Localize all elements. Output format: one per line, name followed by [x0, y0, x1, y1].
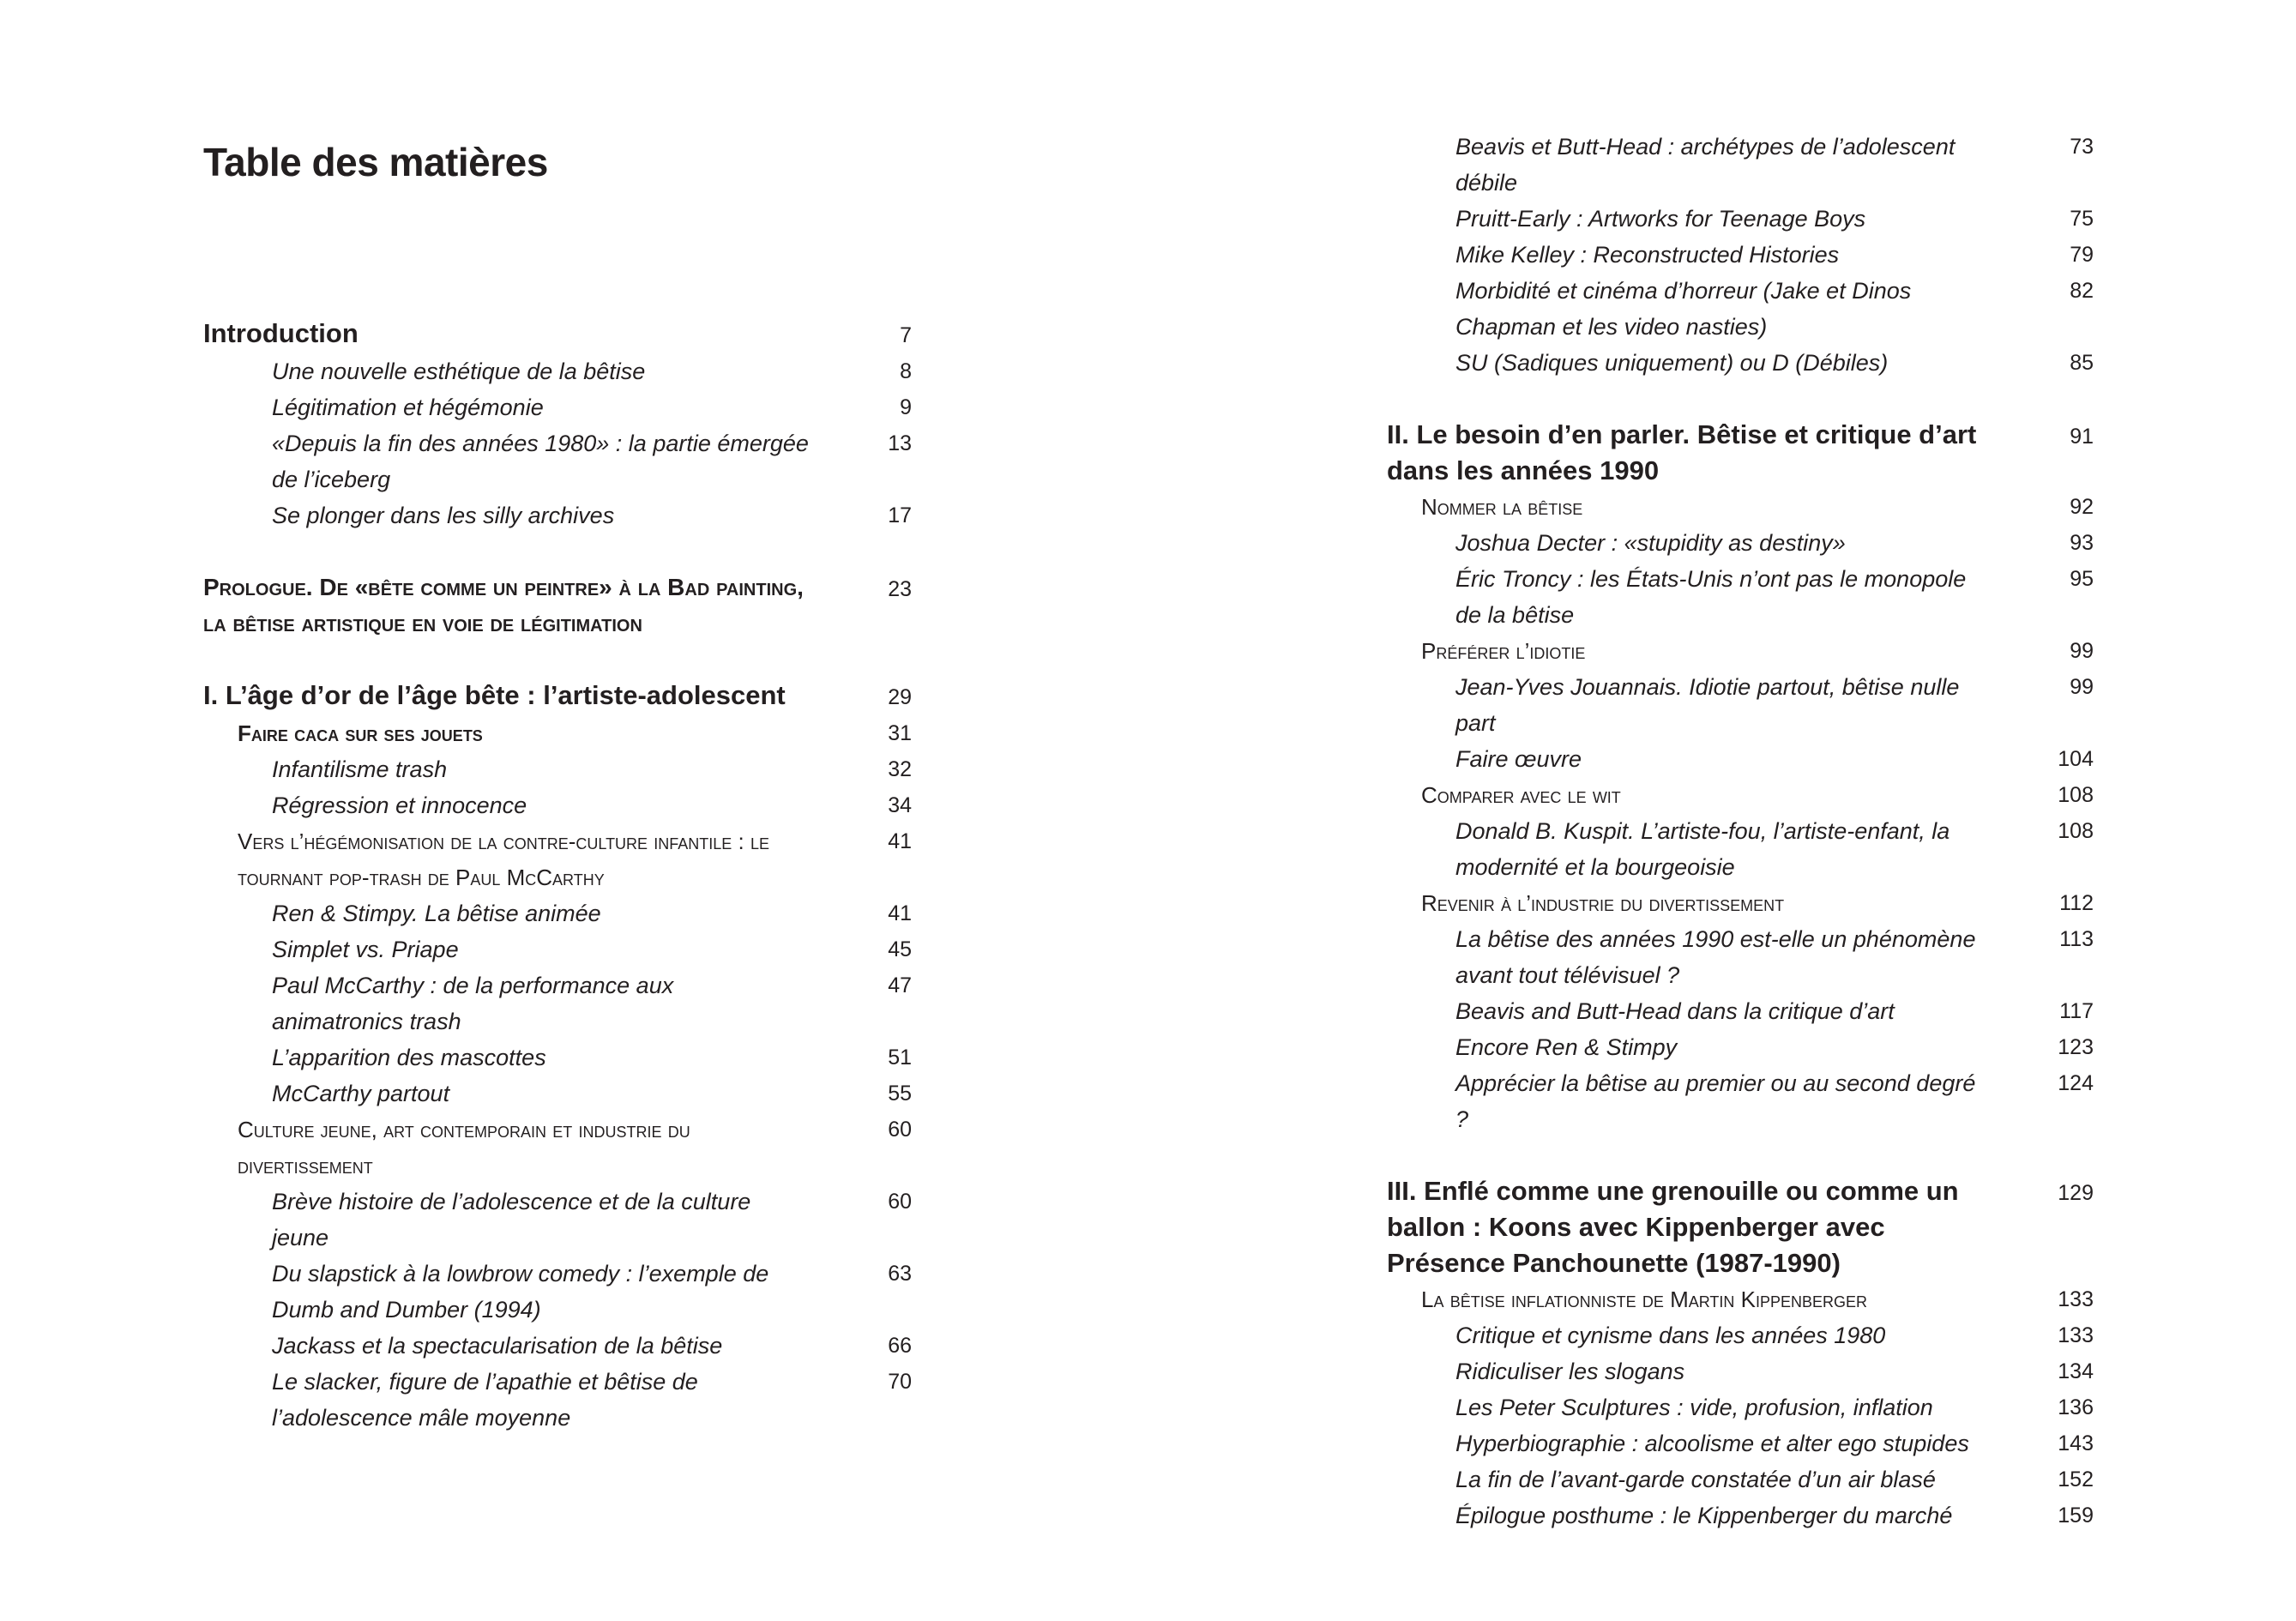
toc-entry-title: Critique et cynisme dans les années 1980	[1455, 1323, 1886, 1348]
toc-page-number: 13	[888, 431, 912, 455]
toc-subsection[interactable]	[203, 353, 912, 389]
toc-entry-title: Apprécier la bêtise au premier ou au second degré ?	[1455, 1070, 1976, 1132]
toc-subsection[interactable]	[203, 1256, 912, 1328]
toc-entry-title: Du slapstick à la lowbrow comedy : l’exemple de Dumb and Dumber (1994)	[272, 1261, 769, 1323]
toc-entry-title: II. Le besoin d’en parler. Bêtise et critique d’art dans les années 1990	[1387, 419, 1977, 485]
toc-subsection[interactable]	[203, 389, 912, 425]
toc-entry-title: Simplet vs. Priape	[272, 937, 459, 962]
toc-entry-title: Se plonger dans les silly archives	[272, 503, 615, 528]
toc-page-number: 93	[2070, 531, 2094, 555]
toc-page-number: 55	[888, 1082, 912, 1106]
toc-page-number: 134	[2058, 1359, 2094, 1383]
toc-entry-title: Préférer l’idiotie	[1421, 638, 1586, 664]
toc-subsection[interactable]	[1387, 273, 2094, 345]
toc-entry-title: La bêtise des années 1990 est-elle un phénomène avant tout télévisuel ?	[1455, 926, 1976, 988]
toc-subsection[interactable]	[1387, 1461, 2094, 1497]
toc-chapter[interactable]	[1387, 1173, 2094, 1281]
toc-entry-title: I. L’âge d’or de l’âge bête : l’artiste-adolescent	[203, 680, 786, 710]
toc-chapter[interactable]	[203, 569, 912, 642]
toc-page-number: 8	[900, 359, 912, 383]
toc-page-number: 23	[888, 577, 912, 601]
toc-page-number: 123	[2058, 1035, 2094, 1059]
toc-entry-title: Paul McCarthy : de la performance aux animatronics trash	[272, 973, 674, 1034]
toc-subsection[interactable]	[203, 1184, 912, 1256]
toc-subsection[interactable]	[203, 1364, 912, 1436]
toc-subsection[interactable]	[203, 1039, 912, 1076]
toc-page-number: 41	[888, 901, 912, 925]
toc-subsection[interactable]	[1387, 813, 2094, 885]
toc-page-number: 79	[2070, 243, 2094, 267]
toc-page-number: 51	[888, 1046, 912, 1070]
toc-subsection[interactable]	[1387, 1389, 2094, 1425]
toc-section[interactable]	[203, 715, 912, 751]
toc-entry-title: Ren & Stimpy. La bêtise animée	[272, 901, 601, 926]
toc-list-right	[1387, 129, 2094, 1534]
toc-page-number: 117	[2059, 999, 2094, 1023]
toc-page-number: 32	[888, 757, 912, 781]
toc-section[interactable]	[203, 1112, 912, 1184]
toc-section[interactable]	[1387, 633, 2094, 669]
toc-page-number: 63	[888, 1262, 912, 1286]
toc-page-number: 17	[888, 503, 912, 527]
toc-subsection[interactable]	[1387, 1353, 2094, 1389]
toc-entry-title: Joshua Decter : «stupidity as destiny»	[1455, 530, 1846, 556]
toc-entry-title: Comparer avec le wit	[1421, 782, 1621, 808]
toc-page-number: 66	[888, 1334, 912, 1358]
toc-page-number: 133	[2058, 1323, 2094, 1347]
toc-entry-title: Beavis et Butt-Head : archétypes de l’adolescent débile	[1455, 134, 1956, 196]
toc-entry-title: Culture jeune, art contemporain et industrie du divertissement	[238, 1117, 690, 1178]
toc-page-number: 95	[2070, 567, 2094, 591]
toc-page-number: 9	[900, 395, 912, 419]
toc-entry-title: Morbidité et cinéma d’horreur (Jake et Dinos Chapman et les video nasties)	[1455, 278, 1912, 340]
toc-chapter[interactable]	[203, 678, 912, 715]
page-title: Table des matières	[203, 140, 548, 184]
toc-page-number: 45	[888, 937, 912, 961]
toc-entry-title: Faire œuvre	[1455, 746, 1582, 772]
toc-page-number: 73	[2070, 135, 2094, 159]
toc-entry-title: «Depuis la fin des années 1980» : la partie émergée de l’iceberg	[272, 431, 809, 492]
toc-entry-title: Pruitt-Early : Artworks for Teenage Boys	[1455, 206, 1866, 232]
toc-entry-title: Éric Troncy : les États-Unis n’ont pas le monopole de la bêtise	[1455, 566, 1967, 628]
toc-page-number: 91	[2070, 425, 2094, 449]
toc-entry-title: Revenir à l’industrie du divertissement	[1421, 890, 1785, 916]
toc-page-number: 34	[888, 793, 912, 817]
toc-entry-title: Vers l’hégémonisation de la contre-culture infantile : le tournant pop-trash de Paul McCarthy	[238, 829, 769, 890]
toc-entry-title: Infantilisme trash	[272, 756, 448, 782]
toc-entry-title: Prologue. De «bête comme un peintre» à la Bad painting, la bêtise artistique en voie de légitimation	[203, 574, 804, 636]
toc-subsection[interactable]	[1387, 129, 2094, 201]
toc-entry-title: McCarthy partout	[272, 1081, 450, 1106]
toc-section[interactable]	[1387, 777, 2094, 813]
toc-entry-title: La fin de l’avant-garde constatée d’un air blasé	[1455, 1467, 1936, 1492]
toc-page-number: 99	[2070, 675, 2094, 699]
toc-entry-title: Nommer la bêtise	[1421, 494, 1583, 520]
toc-subsection[interactable]	[203, 931, 912, 967]
toc-entry-title: Faire caca sur ses jouets	[238, 720, 483, 746]
toc-page-number: 143	[2058, 1431, 2094, 1455]
toc-entry-title: Le slacker, figure de l’apathie et bêtise de l’adolescence mâle moyenne	[272, 1369, 698, 1431]
toc-subsection[interactable]	[1387, 921, 2094, 993]
section-gap	[203, 642, 912, 678]
toc-page-number: 159	[2058, 1503, 2094, 1528]
toc-entry-title: Mike Kelley : Reconstructed Histories	[1455, 242, 1840, 268]
toc-page-number: 70	[888, 1370, 912, 1394]
section-gap	[203, 533, 912, 569]
toc-page-number: 82	[2070, 279, 2094, 303]
toc-subsection[interactable]	[1387, 525, 2094, 561]
toc-subsection[interactable]	[1387, 201, 2094, 237]
toc-page-number: 92	[2070, 495, 2094, 519]
toc-subsection[interactable]	[203, 967, 912, 1039]
toc-subsection[interactable]	[203, 787, 912, 823]
toc-subsection[interactable]	[1387, 345, 2094, 381]
toc-subsection[interactable]	[203, 895, 912, 931]
toc-page-number: 108	[2058, 783, 2094, 807]
toc-subsection[interactable]	[1387, 1065, 2094, 1137]
toc-page-number: 7	[900, 323, 912, 347]
section-gap	[1387, 1137, 2094, 1173]
toc-subsection[interactable]	[203, 425, 912, 497]
toc-subsection[interactable]	[203, 751, 912, 787]
toc-subsection[interactable]	[1387, 1425, 2094, 1461]
toc-page-number: 31	[888, 721, 912, 745]
toc-section[interactable]	[1387, 489, 2094, 525]
toc-subsection[interactable]	[1387, 993, 2094, 1029]
toc-page-number: 152	[2058, 1467, 2094, 1491]
toc-entry-title: Les Peter Sculptures : vide, profusion, inflation	[1455, 1395, 1933, 1420]
toc-page-number: 47	[888, 973, 912, 997]
toc-entry-title: III. Enflé comme une grenouille ou comme un ballon : Koons avec Kippenberger avec Présence Panchounette (1987-1990)	[1387, 1176, 1959, 1278]
toc-page-number: 104	[2058, 747, 2094, 771]
toc-subsection[interactable]	[1387, 1029, 2094, 1065]
toc-entry-title: Encore Ren & Stimpy	[1455, 1034, 1678, 1060]
toc-entry-title: Beavis and Butt-Head dans la critique d’art	[1455, 998, 1895, 1024]
toc-section[interactable]	[1387, 885, 2094, 921]
toc-list-left	[203, 316, 912, 1436]
toc-page-number: 99	[2070, 639, 2094, 663]
toc-entry-title: Épilogue posthume : le Kippenberger du marché	[1455, 1503, 1953, 1528]
toc-entry-title: La bêtise inflationniste de Martin Kippenberger	[1421, 1287, 1867, 1312]
toc-page-number: 60	[888, 1118, 912, 1142]
toc-subsection[interactable]	[1387, 1317, 2094, 1353]
toc-entry-title: Une nouvelle esthétique de la bêtise	[272, 359, 646, 384]
toc-entry-title: Jackass et la spectacularisation de la bêtise	[272, 1333, 723, 1359]
toc-page-number: 85	[2070, 351, 2094, 375]
toc-subsection[interactable]	[1387, 1497, 2094, 1534]
toc-section[interactable]	[203, 823, 912, 895]
toc-entry-title: Régression et innocence	[272, 792, 527, 818]
toc-subsection[interactable]	[1387, 561, 2094, 633]
toc-page-number: 133	[2058, 1287, 2094, 1311]
toc-entry-title: Hyperbiographie : alcoolisme et alter ego stupides	[1455, 1431, 1969, 1456]
toc-subsection[interactable]	[1387, 237, 2094, 273]
toc-entry-title: L’apparition des mascottes	[272, 1045, 546, 1070]
toc-page-number: 75	[2070, 207, 2094, 231]
toc-page-number: 113	[2059, 927, 2094, 951]
section-gap	[1387, 381, 2094, 417]
toc-page-number: 129	[2058, 1181, 2094, 1205]
toc-section[interactable]	[1387, 1281, 2094, 1317]
toc-entry-title: Donald B. Kuspit. L’artiste-fou, l’artiste-enfant, la modernité et la bourgeoisie	[1455, 818, 1950, 880]
toc-subsection[interactable]	[1387, 741, 2094, 777]
toc-entry-title: Ridiculiser les slogans	[1455, 1359, 1685, 1384]
toc-page-number: 108	[2058, 819, 2094, 843]
toc-subsection[interactable]	[203, 1328, 912, 1364]
toc-entry-title: Brève histoire de l’adolescence et de la culture jeune	[272, 1189, 751, 1250]
toc-entry-title: Jean-Yves Jouannais. Idiotie partout, bêtise nulle part	[1455, 674, 1960, 736]
toc-subsection[interactable]	[203, 497, 912, 533]
toc-entry-title: Légitimation et hégémonie	[272, 395, 544, 420]
toc-entry-title: Introduction	[203, 318, 359, 348]
toc-page-number: 124	[2058, 1071, 2094, 1095]
toc-page-number: 60	[888, 1190, 912, 1214]
toc-subsection[interactable]	[1387, 669, 2094, 741]
toc-page-number: 29	[888, 685, 912, 709]
toc-subsection[interactable]	[203, 1076, 912, 1112]
toc-page-number: 41	[888, 829, 912, 853]
toc-page-number: 112	[2059, 891, 2094, 915]
toc-chapter[interactable]	[1387, 417, 2094, 489]
toc-page-number: 136	[2058, 1395, 2094, 1419]
toc-entry-title: SU (Sadiques uniquement) ou D (Débiles)	[1455, 350, 1889, 376]
toc-chapter[interactable]	[203, 316, 912, 353]
